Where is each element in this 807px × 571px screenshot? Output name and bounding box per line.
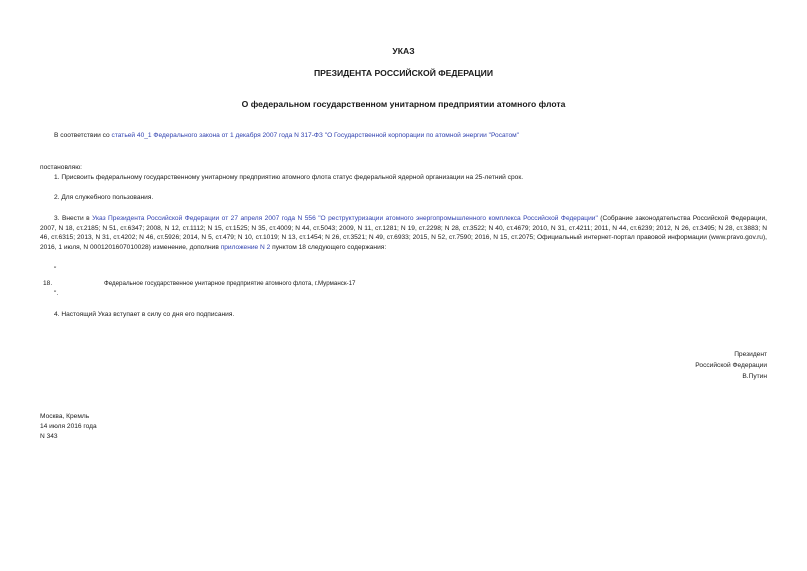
item-2: 2. Для служебного пользования. [54, 194, 154, 201]
decree-556-link[interactable]: Указ Президента Российской Федерации от 27 апреля 2007 года N 556 "О реструктуризации атомного энергопромышленного комплекса Российской Федерации" [92, 215, 598, 222]
signature-title: Президент [734, 351, 767, 358]
document-subject: О федеральном государственном унитарном предприятии атомного флота [241, 99, 566, 109]
preamble [40, 131, 767, 141]
footer-date: 14 июля 2016 года [40, 423, 97, 430]
table-row-number: 18. [43, 280, 53, 287]
item-3-tail: пунктом 18 следующего содержания: [270, 243, 387, 251]
document-issuer: ПРЕЗИДЕНТА РОССИЙСКОЙ ФЕДЕРАЦИИ [313, 68, 494, 78]
item-1: 1. Присвоить федеральному государственному унитарному предприятию атомного флота статус федеральной ядерной организации на 25-летний срок. [54, 174, 524, 181]
item-3-body: (Собрание законодательства Российской Федерации, 2007, N 18, ст.2185; N 51, ст.6347; 2008, N 12, ст.1112; N 15, ст.1525; N 35, ст.4009; N 44, ст.5043; 2009, N 11, ст.1281; N 19, ст.2298; N 28, ст.3522; N 40, ст.4679; 2010, N 31, ст.4211; 2011, N 44, ст.6239; 2012, N 26, ст.3495; N 28, ст.3883; N 46, ст.6315; 2013, N 31, ст.4202; N 46, ст.5926; 2014, N 5, ст.479; N 10, ст.1019; N 13, ст.1454; N 26, ст.3521; N 49, ст.6933; 2015, N 52, ст.7590; 2016, N 15, ст.2075; Официальный интернет-портал правовой информации (www.pravo.gov.ru), 2016, 1 июля, N 0001201607010028) изменение, дополнив [40, 215, 767, 251]
footer-place: Москва, Кремль [40, 413, 90, 420]
item-4: 4. Настоящий Указ вступает в силу со дня его подписания. [54, 311, 235, 318]
quote-close: ". [54, 290, 59, 297]
appendix-2-link[interactable]: приложение N 2 [220, 243, 271, 251]
document-title: УКАЗ [392, 46, 415, 56]
item-3-lead: 3. Внести в [54, 215, 93, 222]
table-row-text: Федеральное государственное унитарное предприятие атомного флота, г.Мурманск-17 [104, 280, 356, 287]
signature-name: В.Путин [742, 373, 767, 380]
decree-word: постановляю: [40, 164, 83, 171]
footer-number: N 343 [40, 433, 58, 440]
preamble-lead: В соответствии со [54, 132, 112, 139]
item-3 [40, 214, 767, 252]
signature-country: Российской Федерации [695, 362, 767, 369]
quote-open: " [54, 266, 57, 273]
federal-law-link[interactable]: статьей 40_1 Федерального закона от 1 декабря 2007 года N 317-ФЗ "О Государственной корпорации по атомной энергии "Росатом" [111, 132, 520, 139]
